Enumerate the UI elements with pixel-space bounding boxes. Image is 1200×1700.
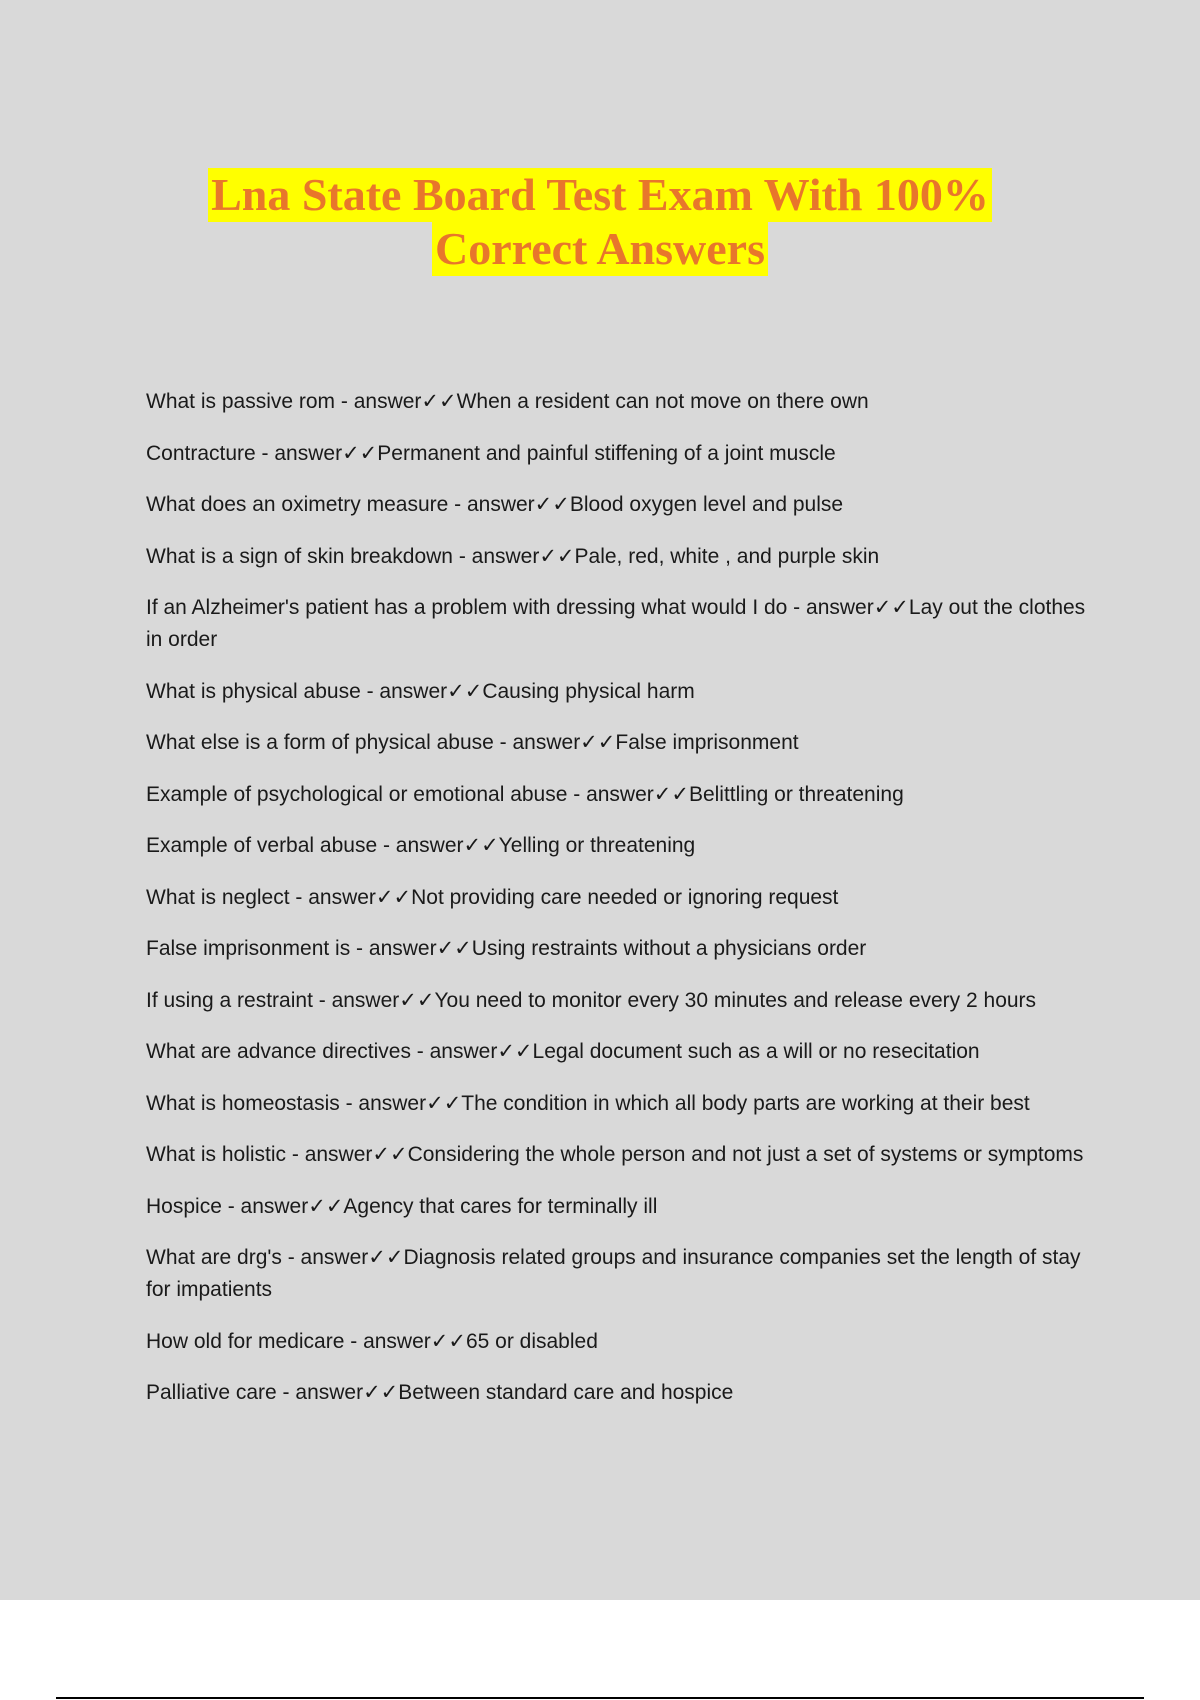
qa-item: Contracture - answer✓✓Permanent and painful stiffening of a joint muscle [146, 441, 836, 465]
qa-item: What are drg's - answer✓✓Diagnosis related groups and insurance companies set the length of stay for impatients [146, 1246, 1081, 1301]
qa-item: What is physical abuse - answer✓✓Causing physical harm [146, 679, 695, 703]
qa-item: What is holistic - answer✓✓Considering the whole person and not just a set of systems or symptoms [146, 1143, 1084, 1166]
qa-item: What does an oximetry measure - answer✓✓Blood oxygen level and pulse [146, 493, 844, 516]
qa-list [146, 386, 1106, 1429]
qa-item: What is a sign of skin breakdown - answer✓✓Pale, red, white , and purple skin [146, 544, 880, 568]
qa-item: Hospice - answer✓✓Agency that cares for terminally ill [146, 1194, 658, 1218]
qa-item: Example of psychological or emotional abuse - answer✓✓Belittling or threatening [146, 782, 904, 806]
qa-item: How old for medicare - answer✓✓65 or disabled [146, 1329, 598, 1353]
qa-item: What are advance directives - answer✓✓Legal document such as a will or no resecitation [146, 1040, 980, 1063]
qa-item: What is homeostasis - answer✓✓The condition in which all body parts are working at their best [146, 1091, 1030, 1115]
qa-item: What is passive rom - answer✓✓When a resident can not move on there own [146, 390, 869, 413]
qa-item: What is neglect - answer✓✓Not providing care needed or ignoring request [146, 885, 839, 909]
qa-item: If using a restraint - answer✓✓You need to monitor every 30 minutes and release every 2 hours [146, 988, 1037, 1012]
qa-item: Palliative care - answer✓✓Between standard care and hospice [146, 1381, 734, 1404]
title-line-1: Lna State Board Test Exam With 100% [208, 168, 992, 222]
qa-item: Example of verbal abuse - answer✓✓Yelling or threatening [146, 834, 696, 857]
document-title [0, 168, 1200, 276]
title-line-2: Correct Answers [432, 222, 768, 276]
qa-item: If an Alzheimer's patient has a problem with dressing what would I do - answer✓✓Lay out the clothes in order [146, 596, 1086, 651]
qa-item: False imprisonment is - answer✓✓Using restraints without a physicians order [146, 937, 867, 960]
qa-item: What else is a form of physical abuse - answer✓✓False imprisonment [146, 731, 799, 754]
footer-divider [56, 1697, 1144, 1699]
